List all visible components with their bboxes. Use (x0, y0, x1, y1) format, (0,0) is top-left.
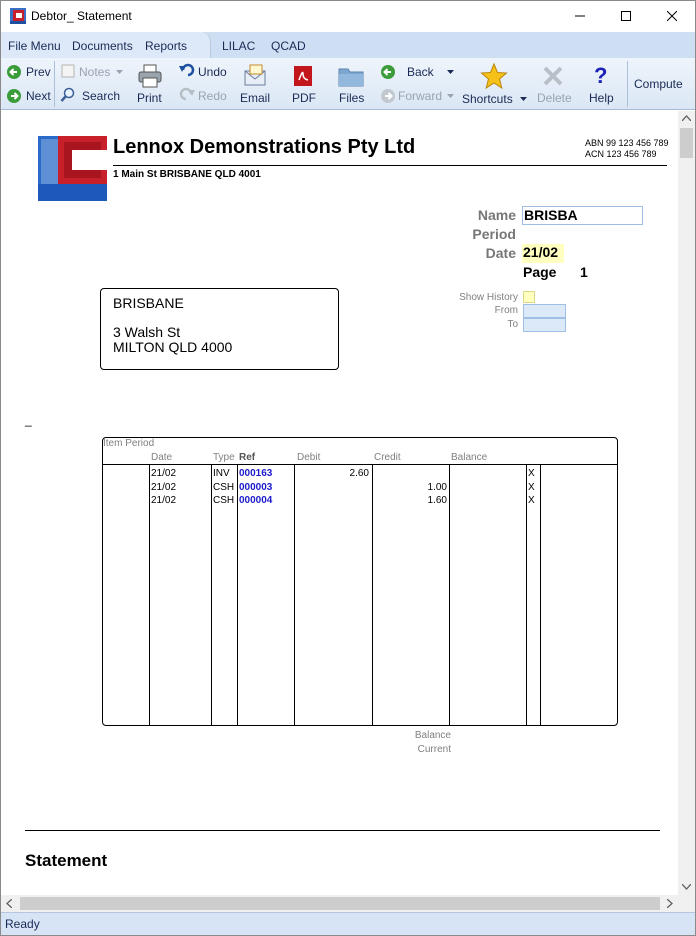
compute-button[interactable]: Compute (634, 77, 683, 91)
name-value: BRISBA (524, 207, 578, 223)
star-icon[interactable] (480, 62, 508, 90)
row-date: 21/02 (151, 495, 177, 506)
row-credit: 1.00 (427, 482, 447, 493)
row-date: 21/02 (151, 482, 177, 493)
forward-button[interactable]: Forward (398, 89, 443, 103)
name-input[interactable] (522, 206, 643, 225)
row-flag[interactable]: X (528, 468, 535, 479)
svg-text:?: ? (594, 63, 608, 88)
toolbar-separator (54, 61, 55, 107)
page-number: 1 (580, 264, 588, 280)
column-divider (540, 464, 541, 725)
toolbar-separator (627, 61, 628, 107)
company-name: Lennox Demonstrations Pty Ltd (113, 136, 416, 158)
horizontal-scrollbar[interactable] (1, 895, 678, 912)
chevron-down-icon[interactable] (520, 97, 527, 101)
header-debit: Debit (297, 452, 321, 463)
chevron-down-icon[interactable] (447, 70, 454, 74)
help-icon[interactable] (591, 63, 611, 89)
header-ref: Ref (239, 452, 256, 463)
to-input[interactable] (523, 318, 566, 332)
status-text: Ready (5, 917, 40, 931)
folder-icon[interactable] (338, 65, 364, 87)
row-ref-link[interactable]: 000004 (239, 495, 273, 506)
from-input[interactable] (523, 304, 566, 318)
row-flag[interactable]: X (528, 495, 535, 506)
vertical-scroll-thumb[interactable] (680, 128, 693, 158)
customer-address-box (100, 288, 339, 370)
maximize-icon (621, 11, 631, 21)
date-label: Date (485, 245, 516, 261)
column-divider (526, 464, 527, 725)
column-divider (211, 464, 212, 725)
row-type: CSH (213, 482, 235, 493)
close-icon (667, 11, 677, 21)
scroll-up-icon[interactable] (682, 115, 691, 121)
customer-line-3: MILTON QLD 4000 (113, 339, 233, 355)
current-label: Current (417, 744, 451, 755)
abn-text: ABN 99 123 456 789 (585, 138, 669, 148)
delete-icon (542, 65, 564, 87)
show-history-checkbox[interactable] (523, 291, 535, 303)
notes-icon (61, 64, 75, 78)
column-divider (149, 464, 150, 725)
date-value[interactable]: 21/02 (522, 244, 564, 263)
scroll-right-icon[interactable] (667, 899, 673, 908)
delete-button[interactable]: Delete (537, 91, 572, 105)
next-arrow-icon[interactable] (6, 88, 22, 104)
minimize-button[interactable] (557, 1, 603, 31)
app-logo-icon (10, 8, 26, 24)
printer-icon[interactable] (137, 63, 163, 89)
show-history-label: Show History (459, 292, 518, 303)
vertical-scrollbar[interactable] (678, 111, 695, 895)
print-button[interactable]: Print (137, 91, 162, 105)
period-label: Period (472, 226, 516, 242)
minimize-icon (575, 11, 585, 21)
header-item-period: Item Period (103, 438, 155, 449)
horizontal-scroll-thumb[interactable] (20, 897, 660, 910)
tab-lilac[interactable]: LILAC (222, 39, 256, 53)
column-divider (449, 464, 450, 725)
menu-file[interactable]: File Menu (8, 39, 61, 53)
redo-icon (179, 87, 195, 101)
footer-rule (25, 830, 660, 831)
header-rule (113, 165, 667, 166)
help-button[interactable]: Help (589, 91, 614, 105)
header-balance: Balance (451, 452, 488, 463)
notes-button[interactable]: Notes (79, 65, 111, 79)
column-divider (237, 464, 238, 725)
scroll-down-icon[interactable] (682, 884, 691, 890)
maximize-button[interactable] (603, 1, 649, 31)
email-button[interactable]: Email (240, 91, 271, 105)
company-address: 1 Main St BRISBANE QLD 4001 (113, 169, 261, 180)
scroll-corner (678, 895, 695, 912)
tab-qcad[interactable]: QCAD (271, 39, 306, 53)
menu-reports[interactable]: Reports (145, 39, 188, 53)
row-type: INV (213, 468, 230, 479)
chevron-down-icon (447, 94, 454, 98)
pdf-button[interactable]: PDF (292, 91, 316, 105)
column-divider (294, 464, 295, 725)
prev-button[interactable]: Prev (26, 65, 51, 79)
name-label: Name (477, 207, 516, 223)
page-label: Page (523, 264, 557, 280)
forward-arrow-icon (380, 88, 396, 104)
search-icon (60, 87, 76, 103)
undo-button[interactable]: Undo (198, 65, 227, 79)
company-abn-acn (585, 138, 669, 160)
next-button[interactable]: Next (26, 89, 51, 103)
prev-arrow-icon[interactable] (6, 64, 22, 80)
header-credit: Credit (374, 452, 401, 463)
menu-documents[interactable]: Documents (72, 39, 133, 53)
search-button[interactable]: Search (82, 89, 121, 103)
customer-line-1: BRISBANE (113, 295, 184, 311)
row-credit: 1.60 (427, 495, 447, 506)
back-button[interactable]: Back (407, 65, 434, 79)
acn-text: ACN 123 456 789 (585, 149, 657, 159)
row-flag[interactable]: X (528, 482, 535, 493)
row-ref-link[interactable]: 000163 (239, 468, 273, 479)
company-logo (38, 136, 107, 201)
from-label: From (494, 305, 518, 316)
header-date: Date (151, 452, 173, 463)
undo-icon (179, 63, 195, 77)
email-icon[interactable] (243, 63, 267, 87)
row-debit: 2.60 (349, 468, 369, 479)
chevron-down-icon (116, 70, 123, 74)
dash-marker: _ (25, 413, 32, 427)
close-button[interactable] (649, 1, 695, 31)
row-type: CSH (213, 495, 235, 506)
address-spacer (113, 311, 326, 325)
customer-line-2: 3 Walsh St (113, 324, 181, 340)
header-type: Type (213, 452, 235, 463)
back-arrow-icon (380, 64, 396, 80)
title-bar (1, 1, 695, 32)
shortcuts-button[interactable]: Shortcuts (462, 92, 513, 106)
balance-label: Balance (414, 730, 451, 741)
to-label: To (507, 319, 518, 330)
scroll-left-icon[interactable] (6, 899, 12, 908)
statement-title: Statement (25, 851, 108, 870)
pdf-icon[interactable] (293, 65, 313, 87)
row-date: 21/02 (151, 468, 177, 479)
status-bar (1, 912, 695, 936)
row-ref-link[interactable]: 000003 (239, 482, 273, 493)
files-button[interactable]: Files (339, 91, 365, 105)
window-title: Debtor_ Statement (31, 9, 132, 23)
redo-button[interactable]: Redo (198, 89, 227, 103)
